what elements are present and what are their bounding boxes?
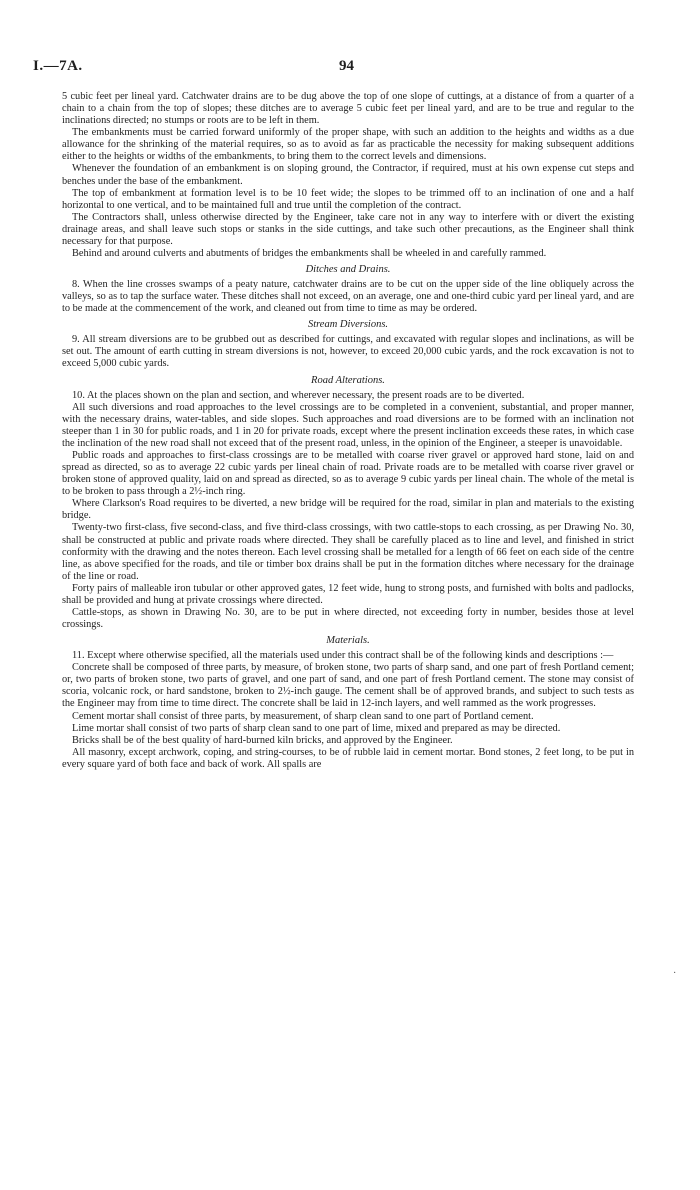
section-heading-road-alterations: Road Alterations. — [311, 374, 385, 386]
paragraph: Behind and around culverts and abutments of bridges the embankments shall be wheeled in and carefully rammed. — [72, 248, 547, 260]
paragraph: Concrete shall be composed of three parts, by measure, of broken stone, two parts of sharp sand, and one part of fresh Portland cement; or, two parts of broken stone, two parts of gravel, and one part of sand, and one part of fresh Portland cement. The stone may consist of scoria, volcanic rock, or hard sandstone, broken to 2½-inch gauge. The cement shall be of approved brands, and subject to such tests as the Engineer may from time to time direct. The concrete shall be laid in 12-inch layers, and well rammed as the work progresses. — [62, 662, 634, 710]
paragraph: Cattle-stops, as shown in Drawing No. 30, are to be put in where directed, not exceeding forty in number, besides those at level crossings. — [62, 606, 634, 631]
paragraph: All such diversions and road approaches to the level crossings are to be completed in a convenient, substantial, and proper manner, with the necessary drains, water-tables, and side slopes. Such approaches and road diversions are to be formed with an inclination not steeper than 1 in 30 for public roads, and 1 in 20 for private roads, except where the present inclination exceeds these rates, in which case the inclination of the new road shall not exceed that of the present road, unless, in the opinion of the Engineer, a steeper is unavoidable. — [62, 401, 634, 449]
paragraph: 11. Except where otherwise specified, all the materials used under this contract shall be of the following kinds and descriptions :— — [72, 650, 614, 662]
paragraph: The top of embankment at formation level is to be 10 feet wide; the slopes to be trimmed off to an inclination of one and a half horizontal to one vertical, and to be maintained full and true until the completion of the contract. — [62, 187, 634, 211]
paragraph: Public roads and approaches to first-class crossings are to be metalled with coarse river gravel or approved hard stone, laid on and spread as directed, so as to average 22 cubic yards per lineal chain of road. Private roads are to be metalled with coarse river gravel or broken stone of approved quality, laid on and spread as directed, so as to average 9 cubic yards per lineal chain. The whole of the metal is to be broken to pass through a 2½-inch ring. — [62, 449, 634, 498]
paragraph: Twenty-two first-class, five second-class, and five third-class crossings, with two cattle-stops to each crossing, as per Drawing No. 30, shall be constructed at public and private roads where directed. They shall be carefully placed as to line and level, and finished in strict conformity with the drawing and the notes thereon. Each level crossing shall be metalled for a length of 66 feet on each side of the centre line, as above specified for the roads, and tile or timber box drains shall be put in the formation ditches where necessary for the drainage of the line or road. — [62, 522, 634, 582]
paragraph: Forty pairs of malleable iron tubular or other approved gates, 12 feet wide, hung to strong posts, and furnished with bolts and padlocks, shall be provided and hung at private crossings where directed. — [62, 582, 634, 606]
paragraph: Whenever the foundation of an embankment is on sloping ground, the Contractor, if required, must at his own expense cut steps and benches under the base of the embankment. — [62, 163, 634, 187]
section-heading-materials: Materials. — [326, 635, 370, 647]
section-heading-ditches: Ditches and Drains. — [305, 264, 391, 276]
page-body — [62, 91, 634, 771]
paragraph: The Contractors shall, unless otherwise directed by the Engineer, take care not in any way to interfere with or divert the existing drainage areas, and shall leave such stops or stanks in the side cuttings, and take such other precautions, as the Engineer shall think necessary for that purpose. — [62, 211, 634, 247]
paragraph: Bricks shall be of the best quality of hard-burned kiln bricks, and approved by the Engineer. — [72, 734, 453, 746]
paragraph: 10. At the places shown on the plan and section, and wherever necessary, the present roads are to be diverted. — [72, 389, 525, 401]
document-code: I.—7A. — [33, 58, 83, 74]
paragraph: 8. When the line crosses swamps of a peaty nature, catchwater drains are to be cut on the upper side of the line obliquely across the valleys, so as to tap the surface water. These ditches shall not exceed, on an average, one and one-third cubic yard per lineal yard, and are to be made at the commencement of the work, and cleaned out from time to time as may be ordered. — [62, 279, 634, 315]
page-number: 94 — [339, 58, 354, 74]
section-heading-stream-diversions: Stream Diversions. — [307, 319, 389, 331]
page-header — [33, 58, 645, 80]
margin-speck: · — [673, 968, 677, 979]
paragraph: Cement mortar shall consist of three parts, by measurement, of sharp clean sand to one part of Portland cement. — [72, 710, 534, 722]
paragraph: 9. All stream diversions are to be grubbed out as described for cuttings, and excavated with regular slopes and inclinations, as will be set out. The amount of earth cutting in stream diversions is not, however, to exceed 20,000 cubic yards, and the rock excavation is not to exceed 5,000 cubic yards. — [62, 334, 634, 370]
paragraph: Lime mortar shall consist of two parts of sharp clean sand to one part of lime, mixed and prepared as may be directed. — [72, 722, 561, 734]
paragraph: Where Clarkson's Road requires to be diverted, a new bridge will be required for the road, similar in plan and materials to the existing bridge. — [62, 498, 634, 522]
paragraph: 5 cubic feet per lineal yard. Catchwater drains are to be dug above the top of one slope of cuttings, at a distance of from a quarter of a chain to a chain from the top of slopes; these ditches are to average 5 cubic feet per lineal yard, and are to be true and regular to the inclinations directed; no stumps or roots are to be left in them. — [62, 91, 634, 127]
paragraph: The embankments must be carried forward uniformly of the proper shape, with such an addition to the heights and widths as a due allowance for the shrinking of the material requires, so as to avoid as far as practicable the necessity for making subsequent additions either to the heights or widths of the embankments, to bring them to the correct levels and dimensions. — [62, 127, 634, 163]
paragraph: All masonry, except archwork, coping, and string-courses, to be of rubble laid in cement mortar. Bond stones, 2 feet long, to be put in every square yard of both face and back of work. All spalls are — [62, 746, 634, 770]
